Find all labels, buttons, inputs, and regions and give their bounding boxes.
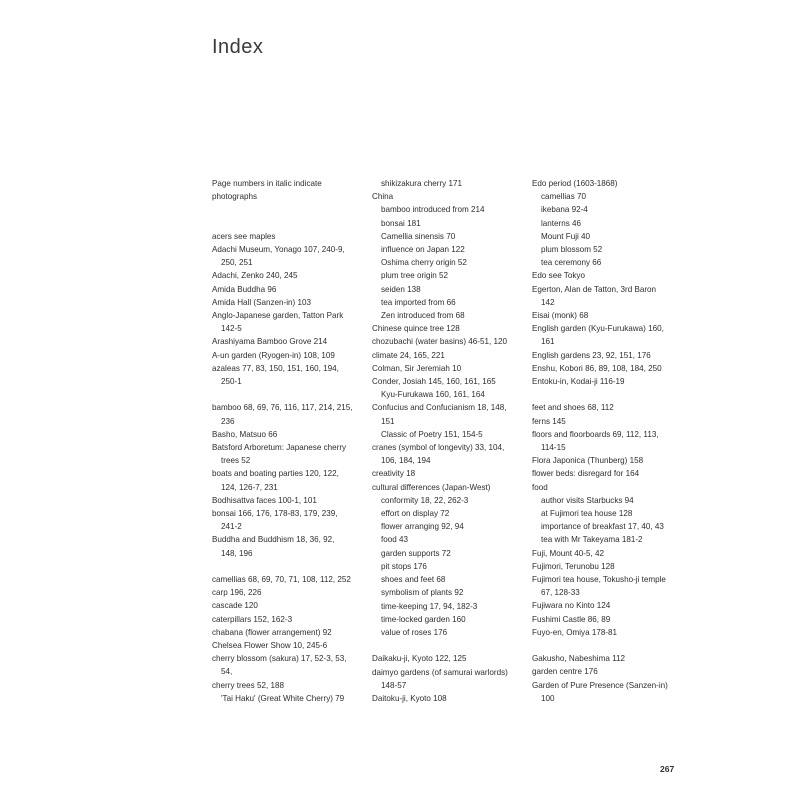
index-entry: Egerton, Alan de Tatton, 3rd Baron: [532, 284, 657, 294]
index-subentry: shikizakura cherry 171: [381, 179, 462, 188]
index-column-1: [212, 177, 377, 705]
index-entry: Enshu, Kobori 86, 89, 108, 184, 250: [532, 363, 662, 373]
index-subentry: effort on display 72: [381, 509, 450, 519]
index-entry: feet and shoes 68, 112: [532, 403, 614, 413]
index-subentry: 250-1: [221, 377, 242, 387]
index-subentry: 100: [541, 693, 555, 703]
index-subentry: value of roses 176: [381, 627, 448, 637]
index-subentry: pit stops 176: [381, 561, 427, 571]
index-entry: food: [532, 482, 548, 492]
index-entry: Anglo-Japanese garden, Tatton Park: [212, 311, 344, 321]
index-subentry: ikebana 92-4: [541, 205, 588, 215]
index-entry: chozubachi (water basins) 46-51, 120: [372, 337, 507, 347]
index-subentry: importance of breakfast 17, 40, 43: [541, 522, 664, 532]
index-entry: creativity 18: [372, 469, 416, 479]
index-subentry: 241-2: [221, 522, 242, 532]
index-subentry: 151: [381, 416, 395, 426]
index-entry: English gardens 23, 92, 151, 176: [532, 350, 651, 360]
index-subentry: 148-57: [381, 680, 407, 690]
index-subentry: symbolism of plants 92: [381, 588, 464, 598]
index-entry: chabana (flower arrangement) 92: [212, 627, 332, 637]
index-subentry: at Fujimori tea house 128: [541, 509, 633, 519]
index-entry: China: [372, 192, 394, 202]
index-subentry: lanterns 46: [541, 218, 582, 228]
index-entry: acers see maples: [212, 231, 276, 241]
index-entry: bonsai 166, 176, 178-83, 179, 239,: [212, 509, 338, 519]
index-subentry: conformity 18, 22, 262-3: [381, 495, 469, 505]
index-entry: Chinese quince tree 128: [372, 324, 460, 334]
index-entry: Fujimori, Terunobu 128: [532, 561, 615, 571]
index-entry: English garden (Kyu-Furukawa) 160,: [532, 324, 664, 334]
index-spacer: [212, 388, 377, 401]
index-entry: Flora Japonica (Thunberg) 158: [532, 456, 644, 466]
index-subentry: time-locked garden 160: [381, 614, 466, 624]
page-title: Index: [212, 36, 264, 58]
index-subentry: 142-5: [221, 324, 242, 334]
index-entry: Garden of Pure Presence (Sanzen-in): [532, 680, 668, 690]
index-subentry: 124, 126-7, 231: [221, 482, 278, 492]
index-spacer: [372, 639, 537, 652]
index-entry: photographs: [212, 192, 258, 202]
index-entry: Gakusho, Nabeshima 112: [532, 654, 625, 664]
index-entry: Entoku-in, Kodai-ji 116-19: [532, 377, 625, 387]
index-entry: Edo period (1603-1868): [532, 179, 618, 188]
index-entry: garden centre 176: [532, 667, 598, 677]
index-subentry: 142: [541, 297, 555, 307]
index-entry: cherry blossom (sakura) 17, 52-3, 53,: [212, 654, 347, 664]
index-entry: Fuji, Mount 40-5, 42: [532, 548, 604, 558]
index-entry: azaleas 77, 83, 150, 151, 160, 194,: [212, 363, 339, 373]
index-subentry: 106, 184, 194: [381, 456, 431, 466]
index-spacer: [212, 560, 377, 573]
index-entry: carp 196, 226: [212, 588, 262, 598]
index-entry: Page numbers in italic indicate: [212, 179, 322, 188]
index-entry: Chelsea Flower Show 10, 245-6: [212, 641, 328, 651]
index-subentry: 114-15: [541, 443, 566, 453]
index-subentry: camellias 70: [541, 192, 586, 202]
index-entry: Arashiyama Bamboo Grove 214: [212, 337, 328, 347]
index-subentry: Classic of Poetry 151, 154-5: [381, 429, 483, 439]
index-subentry: 67, 128-33: [541, 588, 580, 598]
index-subentry: trees 52: [221, 456, 251, 466]
index-entry: caterpillars 152, 162-3: [212, 614, 293, 624]
index-subentry: flower arranging 92, 94: [381, 522, 464, 532]
index-entry: cascade 120: [212, 601, 258, 611]
index-entry: cranes (symbol of longevity) 33, 104,: [372, 443, 505, 453]
index-entry: Fushimi Castle 86, 89: [532, 614, 611, 624]
index-subentry: author visits Starbucks 94: [541, 495, 634, 505]
index-entry: Daitoku-ji, Kyoto 108: [372, 693, 447, 703]
index-subentry: time-keeping 17, 94, 182-3: [381, 601, 478, 611]
index-subentry: 'Tai Haku' (Great White Cherry) 79: [221, 693, 345, 703]
index-entry: Bodhisattva faces 100-1, 101: [212, 495, 317, 505]
index-entry: Conder, Josiah 145, 160, 161, 165: [372, 377, 496, 387]
index-entry: ferns 145: [532, 416, 566, 426]
index-entry: Confucius and Confucianism 18, 148,: [372, 403, 507, 413]
index-entry: Fuyo-en, Omiya 178-81: [532, 627, 618, 637]
index-entry: Basho, Matsuo 66: [212, 429, 278, 439]
index-subentry: bonsai 181: [381, 218, 421, 228]
index-subentry: tea with Mr Takeyama 181-2: [541, 535, 643, 545]
index-subentry: Mount Fuji 40: [541, 231, 591, 241]
index-entry: Buddha and Buddhism 18, 36, 92,: [212, 535, 335, 545]
index-subentry: Camellia sinensis 70: [381, 231, 456, 241]
index-subentry: food 43: [381, 535, 409, 545]
index-subentry: 148, 196: [221, 548, 253, 558]
index-entry: Batsford Arboretum: Japanese cherry: [212, 443, 347, 453]
index-entry: Adachi, Zenko 240, 245: [212, 271, 298, 281]
index-entry: cultural differences (Japan-West): [372, 482, 491, 492]
index-subentry: Zen introduced from 68: [381, 311, 465, 321]
index-subentry: 54,: [221, 667, 233, 677]
index-subentry: seiden 138: [381, 284, 421, 294]
index-subentry: Kyu-Furukawa 160, 161, 164: [381, 390, 485, 400]
index-subentry: influence on Japan 122: [381, 245, 465, 255]
index-subentry: plum blossom 52: [541, 245, 603, 255]
index-entry: boats and boating parties 120, 122,: [212, 469, 339, 479]
index-entry: cherry trees 52, 188: [212, 680, 284, 690]
page-number: 267: [660, 764, 675, 774]
index-entry: Edo see Tokyo: [532, 271, 585, 281]
index-column-3: [532, 177, 697, 705]
index-subentry: garden supports 72: [381, 548, 451, 558]
index-subentry: 236: [221, 416, 235, 426]
index-spacer: [532, 388, 697, 401]
index-spacer: [532, 639, 697, 652]
index-subentry: tea ceremony 66: [541, 258, 602, 268]
index-spacer: [212, 203, 377, 229]
index-entry: camellias 68, 69, 70, 71, 108, 112, 252: [212, 575, 351, 585]
index-entry: floors and floorboards 69, 112, 113,: [532, 429, 659, 439]
index-entry: Adachi Museum, Yonago 107, 240-9,: [212, 245, 345, 254]
index-entry: Amida Buddha 96: [212, 284, 277, 294]
index-subentry: 161: [541, 337, 555, 347]
index-entry: A-un garden (Ryogen-in) 108, 109: [212, 350, 335, 360]
index-entry: daimyo gardens (of samurai warlords): [372, 667, 508, 677]
index-subentry: 250, 251: [221, 258, 253, 268]
index-entry: Eisai (monk) 68: [532, 311, 589, 321]
index-entry: Amida Hall (Sanzen-in) 103: [212, 297, 311, 307]
index-entry: bamboo 68, 69, 76, 116, 117, 214, 215,: [212, 403, 353, 413]
index-subentry: plum tree origin 52: [381, 271, 449, 281]
index-entry: Fujiwara no Kinto 124: [532, 601, 611, 611]
index-entry: climate 24, 165, 221: [372, 350, 445, 360]
index-column-2: [372, 177, 537, 705]
index-entry: Daikaku-ji, Kyoto 122, 125: [372, 654, 467, 664]
index-subentry: shoes and feet 68: [381, 575, 446, 585]
index-entry: Fujimori tea house, Tokusho-ji temple: [532, 575, 666, 585]
index-entry: flower beds: disregard for 164: [532, 469, 640, 479]
index-subentry: bamboo introduced from 214: [381, 205, 485, 215]
index-subentry: tea imported from 66: [381, 297, 456, 307]
index-subentry: Oshima cherry origin 52: [381, 258, 467, 268]
index-entry: Colman, Sir Jeremiah 10: [372, 363, 462, 373]
